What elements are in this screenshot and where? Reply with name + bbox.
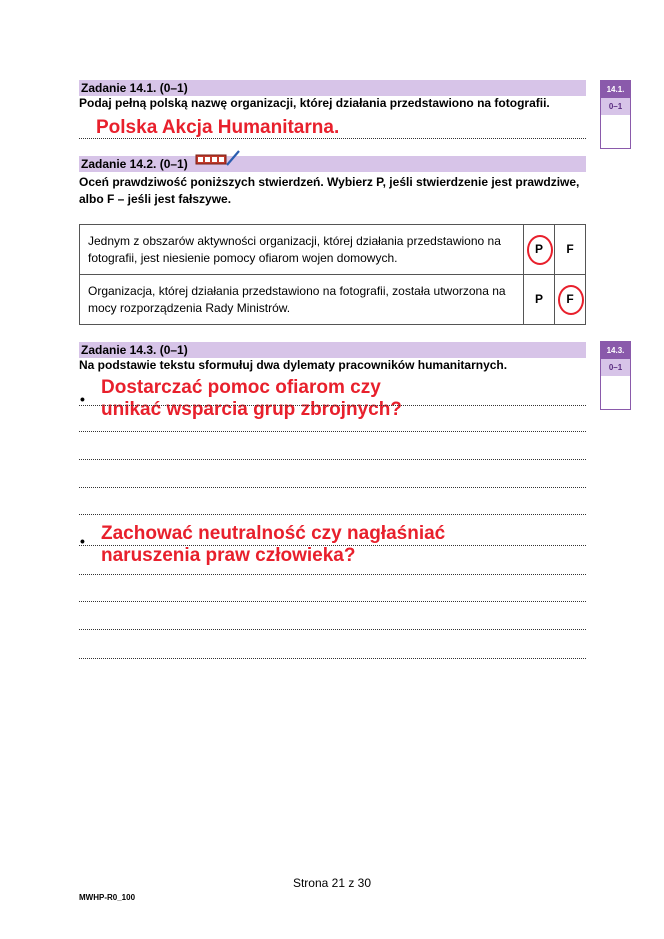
- page-number: Strona 21 z 30: [292, 876, 372, 890]
- bullet: •: [80, 391, 85, 407]
- document-code: MWHP-R0_100: [79, 893, 136, 902]
- statement-1: Jednym z obszarów aktywności organizacji, której działania przedstawiono na fotografii, jest niesienie pomocy ofiarom wojen domowych.: [80, 225, 524, 275]
- score-field[interactable]: [601, 376, 630, 409]
- selection-circle: [527, 235, 553, 265]
- option-p-1[interactable]: P: [524, 225, 555, 275]
- pencil-icon: [195, 150, 240, 166]
- answer-line: [79, 658, 586, 659]
- answer-line: [79, 487, 586, 488]
- dilemma-1-answer[interactable]: Dostarczać pomoc ofiarom czy unikać wsparcia grup zbrojnych?: [101, 377, 402, 420]
- task-14-1-instruction: Podaj pełną polską nazwę organizacji, której działania przedstawiono na fotografii.: [79, 96, 550, 110]
- answer-line: [79, 459, 586, 460]
- table-row: [80, 225, 586, 275]
- task-14-1-header: Zadanie 14.1. (0–1): [79, 80, 586, 96]
- true-false-table: [79, 224, 586, 325]
- bullet: •: [80, 533, 85, 549]
- answer-line: [79, 514, 586, 515]
- score-points: 0–1: [601, 359, 630, 376]
- score-points: 0–1: [601, 98, 630, 115]
- score-field[interactable]: [601, 115, 630, 148]
- option-f-2[interactable]: F: [555, 275, 586, 325]
- answer-line: [79, 405, 586, 406]
- task-14-3-instruction: Na podstawie tekstu sformułuj dwa dylematy pracowników humanitarnych.: [79, 358, 508, 372]
- answer-line: [79, 574, 586, 575]
- selection-circle: [558, 285, 584, 315]
- task-14-2-header: Zadanie 14.2. (0–1): [79, 156, 586, 172]
- dilemma-2-answer[interactable]: Zachować neutralność czy nagłaśniać naruszenia praw człowieka?: [101, 523, 446, 566]
- statement-2: Organizacja, której działania przedstawiono na fotografii, została utworzona na mocy rozporządzenia Rady Ministrów.: [80, 275, 524, 325]
- task-14-2-instruction: Oceń prawdziwość poniższych stwierdzeń. Wybierz P, jeśli stwierdzenie jest prawdziwe, albo F – jeśli jest fałszywe.: [79, 175, 580, 206]
- score-box-14-1: [600, 80, 631, 149]
- answer-line: [79, 545, 586, 546]
- answer-line: [79, 431, 586, 432]
- option-p-2[interactable]: P: [524, 275, 555, 325]
- answer-line: [79, 601, 586, 602]
- score-id: 14.3.: [601, 342, 630, 359]
- task-14-1-answer[interactable]: Polska Akcja Humanitarna.: [96, 117, 340, 138]
- option-f-1[interactable]: F: [555, 225, 586, 275]
- answer-line: [79, 138, 586, 139]
- answer-line: [79, 629, 586, 630]
- score-id: 14.1.: [601, 81, 630, 98]
- score-box-14-3: [600, 341, 631, 410]
- table-row: [80, 275, 586, 325]
- task-14-3-header: Zadanie 14.3. (0–1): [79, 342, 586, 358]
